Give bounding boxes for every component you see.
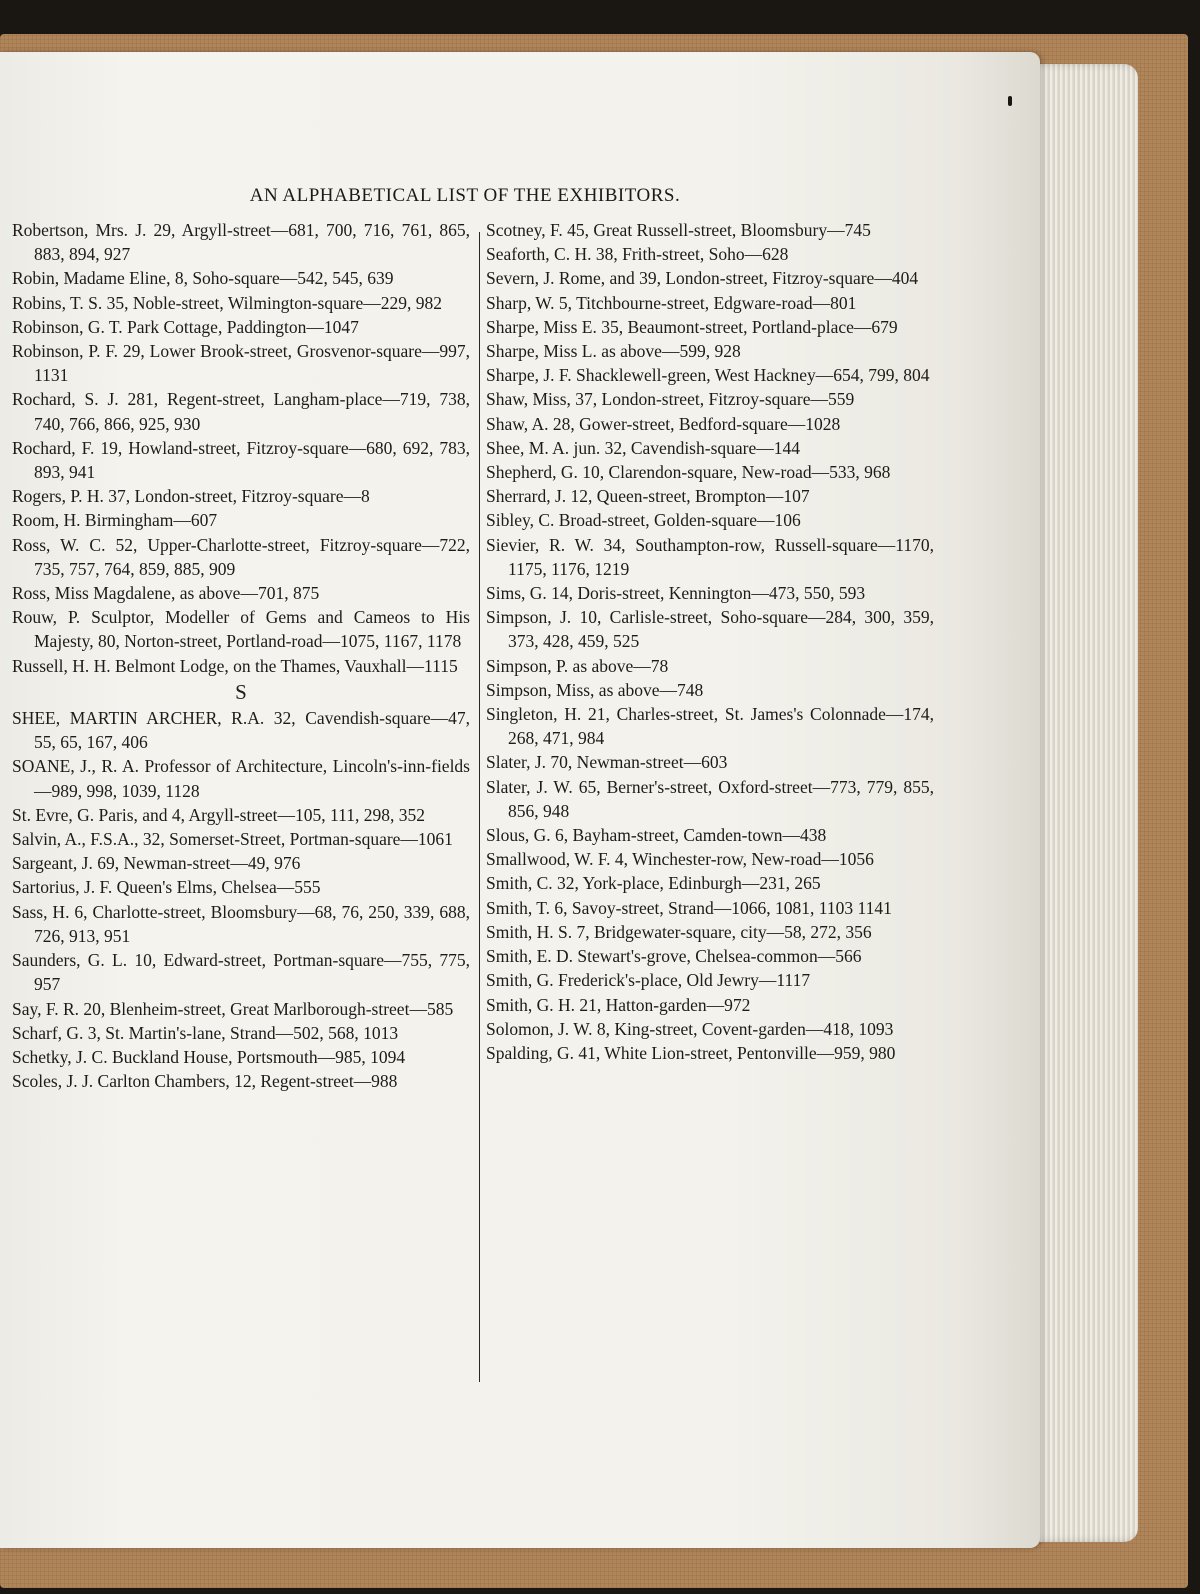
list-entry: Simpson, J. 10, Carlisle-street, Soho-square—284, 300, 359, 373, 428, 459, 525 <box>486 607 934 652</box>
list-entry: Smith, H. S. 7, Bridgewater-square, city—58, 272, 356 <box>486 921 872 942</box>
list-entry: Sharpe, Miss E. 35, Beaumont-street, Portland-place—679 <box>486 316 898 337</box>
list-entry: Sherrard, J. 12, Queen-street, Brompton—107 <box>486 486 810 507</box>
list-entry: Smith, C. 32, York-place, Edinburgh—231, 265 <box>486 873 821 894</box>
list-entry: Ross, W. C. 52, Upper-Charlotte-street, Fitzroy-square—722, 735, 757, 764, 859, 885, 909 <box>12 534 470 579</box>
list-entry: Sharpe, Miss L. as above—599, 928 <box>486 341 741 362</box>
list-entry: Scoles, J. J. Carlton Chambers, 12, Regent-street—988 <box>12 1071 398 1092</box>
list-entry: Saunders, G. L. 10, Edward-street, Portman-square—755, 775, 957 <box>12 950 470 995</box>
list-entry: Shaw, A. 28, Gower-street, Bedford-square—1028 <box>486 413 841 434</box>
list-entry: Smith, T. 6, Savoy-street, Strand—1066, 1081, 1103 1141 <box>486 897 892 918</box>
list-entry: Robinson, P. F. 29, Lower Brook-street, Grosvenor-square—997, 1131 <box>12 341 470 386</box>
list-entry: Smith, G. H. 21, Hatton-garden—972 <box>486 994 751 1015</box>
list-entry: Simpson, Miss, as above—748 <box>486 679 704 700</box>
list-entry: Severn, J. Rome, and 39, London-street, Fitzroy-square—404 <box>486 268 919 289</box>
list-entry: Shaw, Miss, 37, London-street, Fitzroy-square—559 <box>486 389 855 410</box>
list-entry: Rochard, S. J. 281, Regent-street, Langham-place—719, 738, 740, 766, 866, 925, 930 <box>12 389 470 434</box>
column-divider <box>479 232 480 1382</box>
list-entry: Smith, E. D. Stewart's-grove, Chelsea-common—566 <box>486 946 862 967</box>
list-entry: Ross, Miss Magdalene, as above—701, 875 <box>12 583 320 604</box>
list-entry: Solomon, J. W. 8, King-street, Covent-garden—418, 1093 <box>486 1018 894 1039</box>
list-entry: Robertson, Mrs. J. 29, Argyll-street—681, 700, 716, 761, 865, 883, 894, 927 <box>12 220 470 265</box>
list-entry: Russell, H. H. Belmont Lodge, on the Thames, Vauxhall—1115 <box>12 655 458 676</box>
list-entry: Robin, Madame Eline, 8, Soho-square—542, 545, 639 <box>12 268 394 289</box>
list-entry: Seaforth, C. H. 38, Frith-street, Soho—628 <box>486 244 789 265</box>
list-entry: Sibley, C. Broad-street, Golden-square—106 <box>486 510 801 531</box>
list-entry: Simpson, P. as above—78 <box>486 655 669 676</box>
list-entry: Scotney, F. 45, Great Russell-street, Bloomsbury—745 <box>486 220 871 240</box>
list-entry: Robinson, G. T. Park Cottage, Paddington—1047 <box>12 316 359 337</box>
section-letter: S <box>235 679 247 704</box>
list-entry: Slater, J. W. 65, Berner's-street, Oxford-street—773, 779, 855, 856, 948 <box>486 776 934 821</box>
list-entry: Robins, T. S. 35, Noble-street, Wilmington-square—229, 982 <box>12 292 442 313</box>
list-entry: Rochard, F. 19, Howland-street, Fitzroy-square—680, 692, 783, 893, 941 <box>12 437 470 483</box>
list-entry: Sims, G. 14, Doris-street, Kennington—473, 550, 593 <box>486 583 866 604</box>
list-entry: Smallwood, W. F. 4, Winchester-row, New-road—1056 <box>486 849 874 870</box>
right-column <box>486 218 934 1065</box>
list-entry: Slous, G. 6, Bayham-street, Camden-town—438 <box>486 825 827 846</box>
list-entry: Say, F. R. 20, Blenheim-street, Great Marlborough-street—585 <box>12 998 454 1019</box>
list-entry: Sass, H. 6, Charlotte-street, Bloomsbury—68, 76, 250, 339, 688, 726, 913, 951 <box>12 901 470 946</box>
list-entry: St. Evre, G. Paris, and 4, Argyll-street—105, 111, 298, 352 <box>12 804 425 825</box>
list-entry: Smith, G. Frederick's-place, Old Jewry—1117 <box>486 970 811 991</box>
list-entry: Sievier, R. W. 34, Southampton-row, Russell-square—1170, 1175, 1176, 1219 <box>486 534 934 579</box>
list-entry: Shepherd, G. 10, Clarendon-square, New-road—533, 968 <box>486 462 891 483</box>
list-entry: Singleton, H. 21, Charles-street, St. James's Colonnade—174, 268, 471, 984 <box>486 704 934 749</box>
list-entry: Sharpe, J. F. Shacklewell-green, West Hackney—654, 799, 804 <box>486 365 930 386</box>
page-mark <box>1008 96 1012 106</box>
list-entry: Sartorius, J. F. Queen's Elms, Chelsea—555 <box>12 877 321 898</box>
left-column <box>12 218 470 1093</box>
list-entry: SHEE, MARTIN ARCHER, R.A. 32, Cavendish-square—47, 55, 65, 167, 406 <box>12 708 470 753</box>
list-entry: Shee, M. A. jun. 32, Cavendish-square—144 <box>486 437 800 458</box>
list-entry: Schetky, J. C. Buckland House, Portsmouth—985, 1094 <box>12 1046 406 1067</box>
list-entry: Slater, J. 70, Newman-street—603 <box>486 752 728 773</box>
page-title: AN ALPHABETICAL LIST OF THE EXHIBITORS. <box>249 185 681 206</box>
list-entry: Sharp, W. 5, Titchbourne-street, Edgware-road—801 <box>486 292 857 313</box>
list-entry: Room, H. Birmingham—607 <box>12 510 218 531</box>
list-entry: SOANE, J., R. A. Professor of Architecture, Lincoln's-inn-fields—989, 998, 1039, 1128 <box>12 756 470 801</box>
list-entry: Spalding, G. 41, White Lion-street, Pentonville—959, 980 <box>486 1042 896 1063</box>
list-entry: Sargeant, J. 69, Newman-street—49, 976 <box>12 853 301 874</box>
list-entry: Rouw, P. Sculptor, Modeller of Gems and Cameos to His Majesty, 80, Norton-street, Portland-road—1075, 1167, 1178 <box>12 607 470 652</box>
list-entry: Scharf, G. 3, St. Martin's-lane, Strand—502, 568, 1013 <box>12 1022 399 1043</box>
list-entry: Rogers, P. H. 37, London-street, Fitzroy-square—8 <box>12 486 370 507</box>
list-entry: Salvin, A., F.S.A., 32, Somerset-Street, Portman-square—1061 <box>12 829 453 850</box>
